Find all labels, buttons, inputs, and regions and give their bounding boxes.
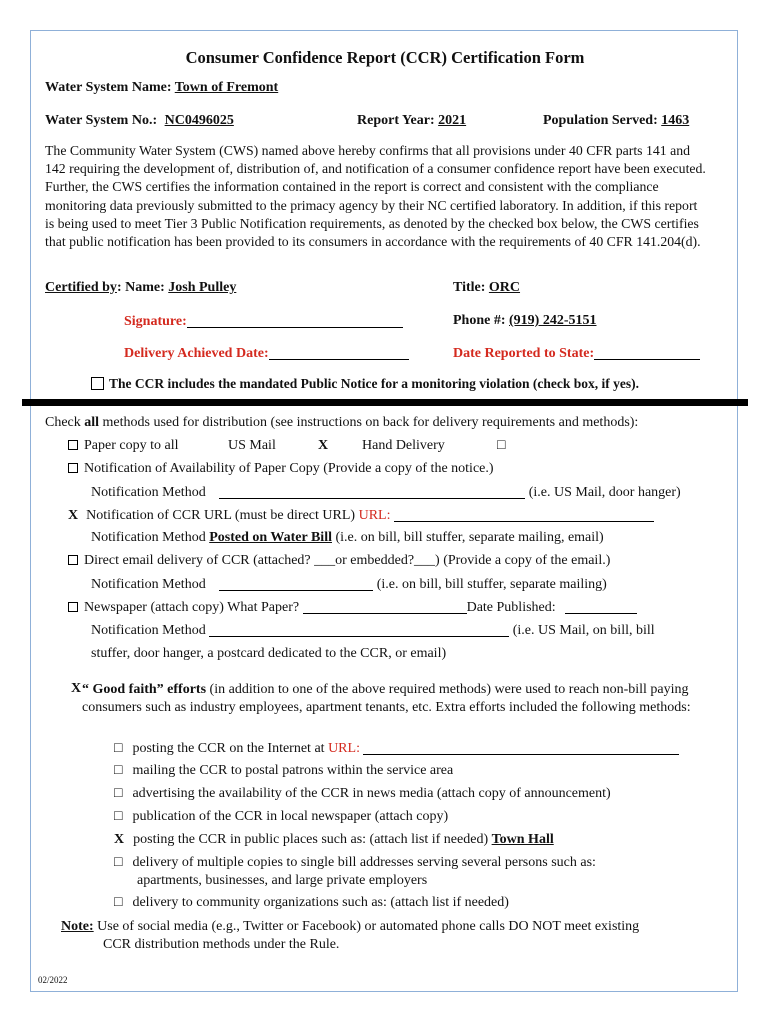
date-published-label: Date Published:: [466, 600, 556, 615]
good-faith-item-5: [114, 855, 596, 871]
public-notice-checkbox[interactable]: [91, 377, 104, 390]
methods-intro-all: all: [84, 415, 100, 430]
notif-method-row-4: [91, 622, 655, 639]
water-system-no-label: Water System No.:: [45, 113, 158, 128]
notif-method-field-3[interactable]: [219, 576, 373, 591]
notif-method-label: Notification Method: [91, 530, 206, 545]
good-faith-url-field[interactable]: [363, 740, 679, 755]
paper-copy-row: [68, 438, 178, 454]
title-label: Title:: [453, 280, 486, 295]
methods-intro: [45, 415, 638, 431]
phone-value[interactable]: (919) 242-5151: [509, 313, 597, 328]
good-faith-item-5-line2: apartments, businesses, and large private employers: [137, 873, 428, 888]
public-notice-text: The CCR includes the mandated Public Notice for a monitoring violation (check box, if yes).: [109, 376, 639, 391]
good-faith-mark[interactable]: X: [71, 681, 82, 696]
paper-copy-checkbox[interactable]: [68, 440, 78, 450]
good-faith-url-label: URL:: [328, 741, 360, 756]
ccr-url-row: [68, 507, 654, 524]
good-faith-item-text: posting the CCR in public places such as: (attach list if needed): [133, 832, 492, 847]
good-faith-item-box[interactable]: □: [114, 895, 123, 910]
date-reported-field[interactable]: [594, 345, 700, 360]
note-text: Use of social media (e.g., Twitter or Facebook) or automated phone calls DO NOT meet existing: [93, 919, 640, 934]
good-faith-item-2: [114, 786, 611, 802]
name-label: : Name:: [116, 280, 165, 295]
methods-intro-prefix: Check: [45, 415, 85, 430]
newspaper-checkbox[interactable]: [68, 602, 78, 612]
newspaper-row: [68, 599, 637, 616]
good-faith-item-box[interactable]: □: [114, 855, 123, 870]
notif-method-hint-3: (i.e. on bill, bill stuffer, separate mailing): [376, 577, 607, 592]
good-faith-heading: “ Good faith” efforts: [82, 682, 207, 697]
notif-method-row-2: [91, 530, 604, 546]
delivery-date-label: Delivery Achieved Date:: [124, 346, 269, 361]
good-faith-item-text: posting the CCR on the Internet at: [132, 741, 329, 756]
good-faith-item-text: advertising the availability of the CCR in news media (attach copy of announcement): [132, 786, 611, 801]
water-system-no-value[interactable]: NC0496025: [164, 113, 234, 128]
paper-copy-label: Paper copy to all: [84, 438, 179, 453]
hand-delivery-label: Hand Delivery: [362, 438, 445, 453]
title-row: [453, 280, 520, 296]
certifier-name[interactable]: Josh Pulley: [168, 280, 237, 295]
notif-method-hint-4: (i.e. US Mail, on bill, bill: [512, 623, 655, 638]
good-faith-item-6: [114, 895, 509, 911]
notif-method-hint-4b: stuffer, door hanger, a postcard dedicated to the CCR, or email): [91, 646, 447, 661]
population-label: Population Served:: [543, 113, 658, 128]
delivery-date-row: [124, 345, 409, 362]
good-faith-item-value[interactable]: Town Hall: [491, 832, 554, 847]
population-value[interactable]: 1463: [661, 113, 690, 128]
notif-availability-row: [68, 461, 494, 477]
good-faith-item-3: [114, 809, 448, 825]
delivery-date-field[interactable]: [269, 345, 409, 360]
notif-method-row-3: [91, 576, 607, 593]
ccr-url-url-label: URL:: [358, 508, 391, 523]
date-reported-label: Date Reported to State:: [453, 346, 595, 361]
good-faith-paragraph: [82, 681, 702, 717]
notif-availability-checkbox[interactable]: [68, 463, 78, 473]
report-year-value[interactable]: 2021: [438, 113, 467, 128]
hand-delivery-box[interactable]: □: [497, 438, 506, 453]
signature-field[interactable]: [187, 313, 403, 328]
signature-label: Signature:: [124, 314, 187, 329]
good-faith-item-text: delivery to community organizations such as: (attach list if needed): [132, 895, 509, 910]
good-faith-item-1: [114, 763, 453, 779]
ccr-url-field[interactable]: [394, 507, 654, 522]
water-system-name-row: [45, 80, 278, 96]
note-label: Note:: [61, 919, 94, 934]
good-faith-item-text: delivery of multiple copies to single bill addresses serving several persons such as:: [132, 855, 596, 870]
certified-by-row: [45, 280, 236, 296]
us-mail-label: US Mail: [228, 438, 276, 453]
notif-method-row-1: [91, 484, 681, 501]
footer-date: 02/2022: [38, 975, 68, 985]
good-faith-item-mark[interactable]: X: [114, 832, 125, 847]
newspaper-field[interactable]: [303, 599, 467, 614]
good-faith-item-box[interactable]: □: [114, 786, 123, 801]
good-faith-item-text: mailing the CCR to postal patrons within the service area: [132, 763, 454, 778]
note-row: [61, 919, 639, 935]
notif-method-field-1[interactable]: [219, 484, 525, 499]
ccr-url-mark[interactable]: X: [68, 508, 79, 523]
title-value[interactable]: ORC: [488, 280, 521, 295]
report-year-label: Report Year:: [357, 113, 435, 128]
newspaper-label: Newspaper (attach copy) What Paper?: [84, 600, 300, 615]
signature-row: [124, 313, 403, 330]
notif-method-label: Notification Method: [91, 577, 206, 592]
water-system-name-label: Water System Name:: [45, 80, 172, 95]
population-row: [543, 113, 689, 129]
notif-method-label: Notification Method: [91, 485, 206, 500]
certified-by-label: Certified by: [45, 280, 117, 295]
good-faith-item-box[interactable]: □: [114, 809, 123, 824]
water-system-name-value[interactable]: Town of Fremont: [174, 80, 279, 95]
notif-method-value[interactable]: Posted on Water Bill: [209, 530, 332, 545]
water-system-no-row: [45, 113, 234, 129]
email-delivery-checkbox[interactable]: [68, 555, 78, 565]
hand-delivery-mark[interactable]: X: [318, 438, 329, 453]
notif-method-hint-1: (i.e. US Mail, door hanger): [528, 485, 681, 500]
report-year-row: [357, 113, 466, 129]
phone-label: Phone #:: [453, 313, 506, 328]
notif-method-label: Notification Method: [91, 623, 206, 638]
form-title: Consumer Confidence Report (CCR) Certification Form: [185, 48, 585, 67]
note-text-line2: CCR distribution methods under the Rule.: [103, 937, 340, 952]
good-faith-item-text: publication of the CCR in local newspaper (attach copy): [132, 809, 449, 824]
notif-method-field-4[interactable]: [209, 622, 509, 637]
notif-availability-label: Notification of Availability of Paper Copy (Provide a copy of the notice.): [84, 461, 494, 476]
good-faith-item-box[interactable]: □: [114, 741, 123, 756]
email-delivery-row: [68, 553, 610, 569]
ccr-url-label: Notification of CCR URL (must be direct URL): [86, 508, 356, 523]
phone-row: [453, 313, 597, 329]
good-faith-item-0: [114, 740, 679, 757]
good-faith-text: (in addition to one of the above required methods) were used to reach non-bill paying consumers such as industry employees, apartment tenants, etc. Extra efforts included the following methods:: [82, 682, 691, 715]
date-published-field[interactable]: [565, 599, 637, 614]
public-notice-row: [91, 376, 639, 392]
notif-method-hint-2: (i.e. on bill, bill stuffer, separate mailing, email): [335, 530, 604, 545]
email-delivery-label: Direct email delivery of CCR (attached? ___or embedded?___) (Provide a copy of the email.): [84, 553, 611, 568]
good-faith-item-box[interactable]: □: [114, 763, 123, 778]
methods-intro-suffix: methods used for distribution (see instructions on back for delivery requirements and methods):: [99, 415, 639, 430]
section-divider: [22, 399, 748, 406]
good-faith-item-4: [114, 832, 554, 848]
date-reported-row: [453, 345, 700, 362]
certification-paragraph: The Community Water System (CWS) named above hereby confirms that all provisions under 40 CFR parts 141 and 142 requiring the development of, distribution of, and notification of a consumer confidence report have been executed. Further, the CWS certifies the information contained in the report is correct and consistent with the compliance monitoring data previously submitted to the primacy agency by their NC certified laboratory. In addition, if this report is being used to meet Tier 3 Public Notification requirements, as denoted by the checked box below, the CWS certifies that public notification has been provided to its consumers in accordance with the requirements of 40 CFR 141.204(d).: [45, 143, 706, 250]
